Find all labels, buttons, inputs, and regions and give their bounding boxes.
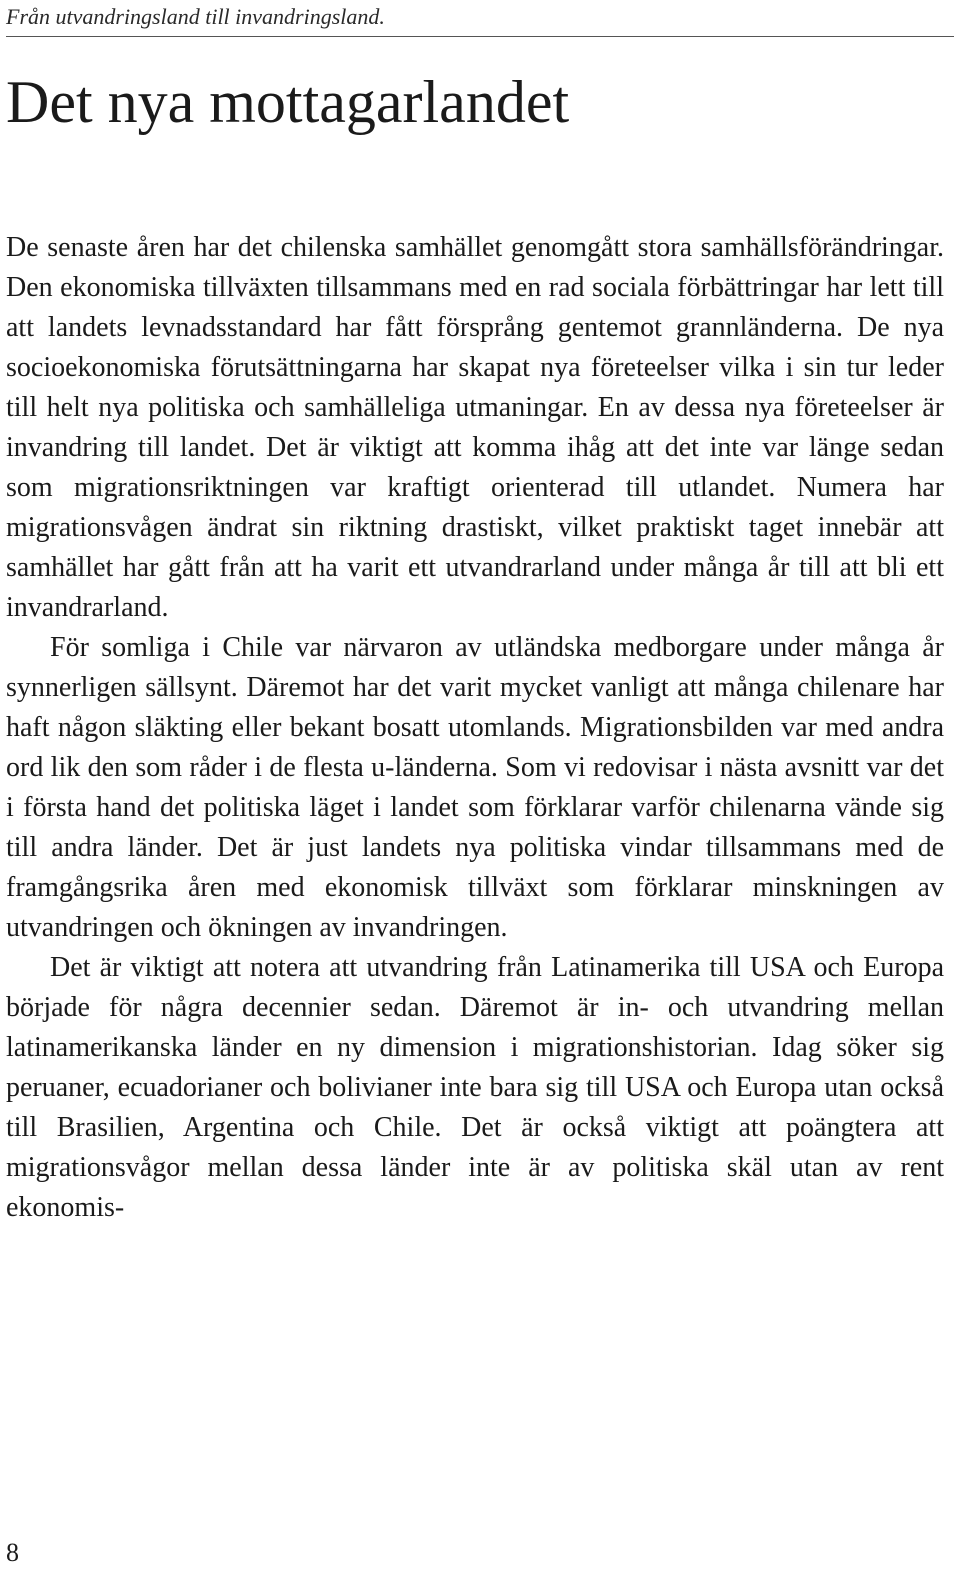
paragraph-1: De senaste åren har det chilenska samhället genomgått stora samhällsförändringar. Den ekonomiska tillväxten tillsammans med en rad sociala förbättringar har lett till att landets levnadsstandard har fått försprång gentemot grannländerna. De nya socioekonomiska förutsättningarna har skapat nya företeelser vilka i sin tur leder till helt nya politiska och samhälleliga utmaningar. En av dessa nya företeelser är invandring till landet. Det är viktigt att komma ihåg att det inte var länge sedan som migrationsriktningen var kraftigt orienterad till utlandet. Numera har migrationsvågen ändrat sin riktning drastiskt, vilket praktiskt taget innebär att samhället har gått från att ha varit ett utvandrarland under många år till att bli ett invandrarland. (6, 232, 944, 623)
paragraph-3: Det är viktigt att notera att utvandring från Latinamerika till USA och Europa började för några decennier sedan. Däremot är in- och utvandring mellan latinamerikanska länder en ny dimension i migrationshistorian. Idag söker sig peruaner, ecuadorianer och bolivianer inte bara sig till USA och Europa utan också till Brasilien, Argentina och Chile. Det är också viktigt att poängtera att migrationsvågor mellan dessa länder inte är av politiska skäl utan av rent ekonomis- (6, 952, 944, 1223)
chapter-title: Det nya mottagarlandet (6, 69, 570, 135)
page-number: 8 (6, 1538, 19, 1567)
paragraph-2: För somliga i Chile var närvaron av utländska medborgare under många år synnerligen sällsynt. Däremot har det varit mycket vanligt att många chilenare har haft någon släkting eller bekant bosatt utomlands. Migrationsbilden var med andra ord lik den som råder i de flesta u-länderna. Som vi redovisar i nästa avsnitt var det i första hand det politiska läget i landet som förklarar varför chilenarna vände sig till andra länder. Det är just landets nya politiska vindar tillsammans med de framgångsrika åren med ekonomisk tillväxt som förklarar minskningen av utvandringen och ökningen av invandringen. (6, 632, 944, 943)
running-header: Från utvandringsland till invandringsland. (6, 2, 954, 37)
body-text (6, 228, 944, 1228)
